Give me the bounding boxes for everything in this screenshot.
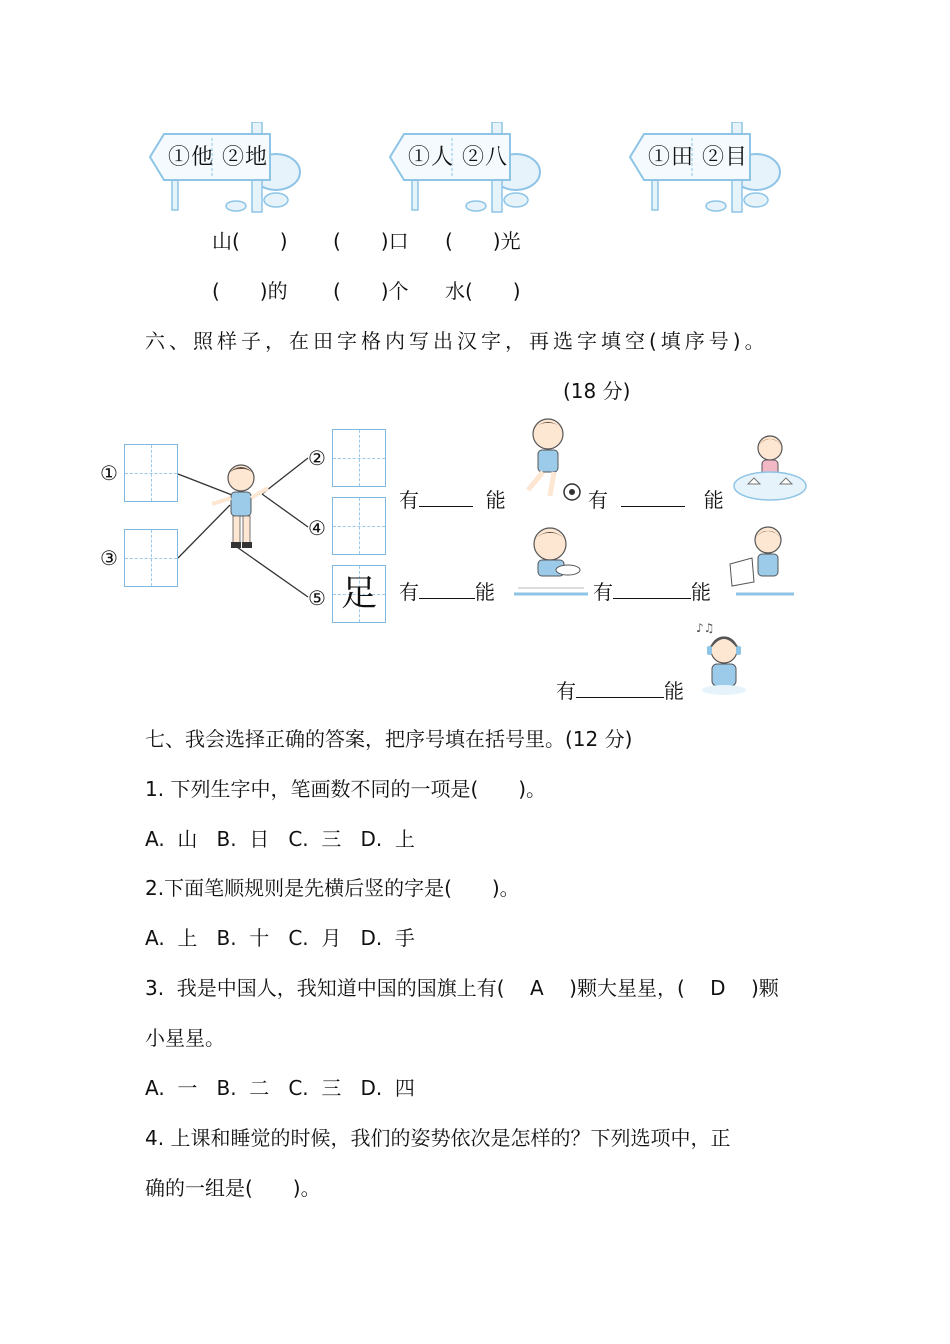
phrase-pre: 有 [588, 488, 608, 512]
fill-item: ( )口 [333, 229, 409, 253]
kid-listening-music-illustration [694, 618, 754, 698]
answer-blank[interactable] [419, 598, 475, 599]
question-2-options: A. 上 B. 十 C. 月 D. 手 [145, 926, 415, 950]
sign-text: ①他 ②地 [168, 145, 268, 170]
answer-blank[interactable] [419, 506, 473, 507]
girl-folding-paper-illustration [730, 428, 810, 503]
example-char: 足 [340, 573, 377, 614]
question-3-line1: 3. 我是中国人，我知道中国的国旗上有( A )颗大星星，( D )颗 [145, 976, 779, 1000]
section7-title: 七、我会选择正确的答案，把序号填在括号里。(12 分) [145, 727, 633, 751]
phrase-post: 能 [664, 679, 684, 703]
section6-title: 六、照样子，在田字格内写出汉字，再选字填空(填序号)。 [145, 329, 769, 353]
question-2: 2.下面笔顺规则是先横后竖的字是( )。 [145, 876, 520, 900]
phrase-pre: 有 [593, 580, 613, 604]
answer-blank[interactable] [576, 697, 664, 698]
number-1: ① [100, 461, 118, 485]
sign-text: ①人 ②八 [408, 145, 508, 170]
question-3-options: A. 一 B. 二 C. 三 D. 四 [145, 1076, 415, 1100]
question-4-line2: 确的一组是( )。 [145, 1176, 321, 1200]
question-1-options: A. 山 B. 日 C. 三 D. 上 [145, 827, 415, 851]
grid-box-2 [332, 429, 386, 487]
svg-text:♪♫: ♪♫ [696, 621, 715, 635]
phrase-post: 能 [475, 580, 495, 604]
phrase-pre: 有 [399, 488, 419, 512]
question-4-line1: 4. 上课和睡觉的时候，我们的姿势依次是怎样的？下列选项中，正 [145, 1126, 731, 1150]
fill-item: 水( ) [445, 279, 521, 303]
phrase-post: 能 [485, 488, 506, 512]
sign-text: ①田 ②目 [648, 145, 748, 170]
phrase-5 [556, 679, 684, 703]
number-2: ② [308, 446, 326, 470]
phrase-2 [588, 488, 724, 512]
fill-item: ( )的 [212, 279, 288, 303]
boy-figure [206, 460, 276, 555]
answer-blank[interactable] [613, 598, 691, 599]
phrase-post: 能 [703, 488, 724, 512]
phrase-pre: 有 [556, 679, 576, 703]
kid-kicking-ball-illustration [508, 412, 588, 502]
phrase-post: 能 [691, 580, 711, 604]
phrase-4 [593, 580, 711, 604]
section6-score: (18 分) [563, 379, 631, 403]
grid-box-4 [332, 497, 386, 555]
fill-item: ( )光 [445, 229, 521, 253]
grid-box-5 [332, 565, 386, 623]
grid-box-1 [124, 444, 178, 502]
number-3: ③ [100, 546, 118, 570]
answer-blank[interactable] [621, 506, 685, 507]
fill-item: 山( ) [212, 229, 288, 253]
kid-reading-illustration [726, 520, 796, 600]
question-3-line2: 小星星。 [145, 1026, 225, 1050]
question-1: 1. 下列生字中，笔画数不同的一项是( )。 [145, 777, 547, 801]
number-5: ⑤ [308, 586, 326, 610]
phrase-pre: 有 [399, 580, 419, 604]
phrase-3 [399, 580, 495, 604]
phrase-1 [399, 488, 506, 512]
grid-box-3 [124, 529, 178, 587]
fill-item: ( )个 [333, 279, 409, 303]
number-4: ④ [308, 516, 326, 540]
